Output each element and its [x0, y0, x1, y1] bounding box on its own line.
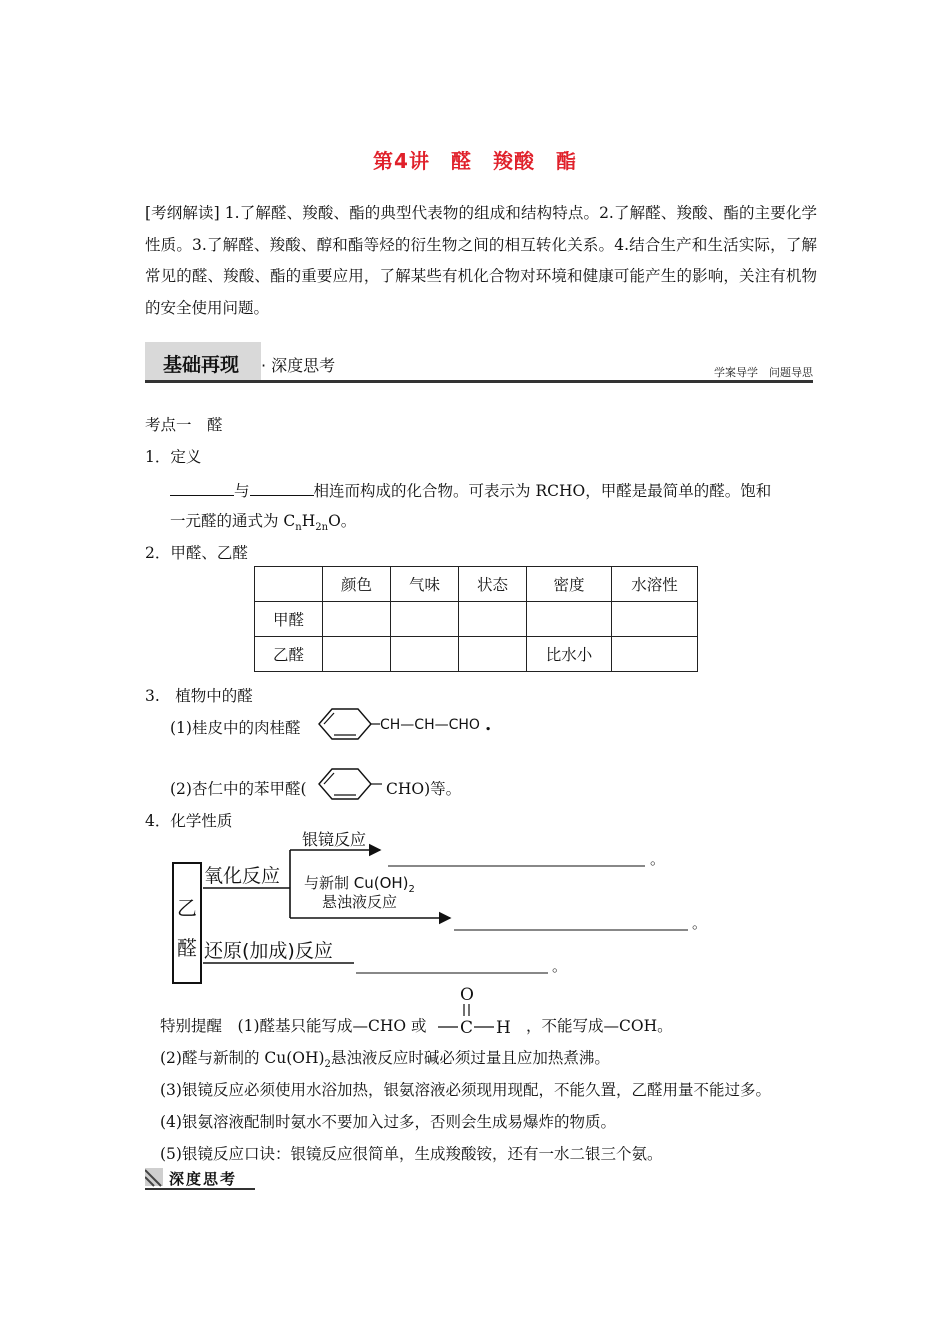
deep-think-underline — [145, 1188, 255, 1190]
banner-subtitle: · 深度思考 — [261, 356, 336, 375]
cuoh-label-text: 与新制 Cu(OH) — [304, 874, 409, 892]
period: 。 — [692, 914, 708, 932]
table-cell — [459, 637, 527, 672]
table-cell — [459, 602, 527, 637]
definition-line-2 — [170, 511, 356, 538]
table-header-row — [255, 567, 698, 602]
table-row — [255, 637, 698, 672]
table-header-cell: 密度 — [527, 567, 612, 602]
cinnamaldehyde-structure — [314, 704, 504, 744]
formula-text: O。 — [328, 512, 357, 530]
carbonyl-structure — [434, 982, 524, 1042]
fill-blank[interactable] — [250, 479, 314, 496]
table-cell — [527, 602, 612, 637]
ring-double-bond — [324, 713, 334, 724]
end-period: . — [485, 714, 492, 735]
table-heading: 2．甲醛、乙醛 — [145, 544, 248, 562]
period: 。 — [650, 850, 666, 868]
cuoh-subscript: 2 — [408, 884, 415, 895]
banner-right-label: 学案导学 问题导思 — [714, 366, 813, 379]
definition-text: 与 — [234, 482, 250, 500]
fill-blank[interactable] — [170, 479, 234, 496]
notes-label: 特别提醒 — [160, 1017, 223, 1035]
period: 。 — [552, 957, 568, 975]
note-2-text: 悬浊液反应时碱必须过量且应加热煮沸。 — [330, 1049, 610, 1067]
table-cell — [323, 602, 391, 637]
corner-stripe-icon — [145, 1168, 165, 1188]
note-1-end: ，不能写成—COH。 — [526, 1017, 673, 1035]
note-1 — [160, 1016, 427, 1036]
definition-line-1 — [170, 479, 771, 501]
note-5: (5)银镜反应口诀：银镜反应很简单，生成羧酸铵，还有一水二银三个氨。 — [160, 1145, 663, 1163]
note-2-text: (2)醛与新制的 Cu(OH) — [160, 1049, 325, 1067]
table-header-cell: 颜色 — [323, 567, 391, 602]
oxidation-label: 氧化反应 — [204, 865, 281, 887]
note-2 — [160, 1048, 610, 1075]
table-header-cell: 水溶性 — [612, 567, 698, 602]
deep-think-header — [145, 1166, 255, 1190]
banner-title: 基础再现 — [163, 354, 240, 376]
formula-text: 一元醛的通式为 C — [170, 512, 296, 530]
table-cell — [391, 637, 459, 672]
benzaldehyde-group: CHO — [386, 780, 425, 798]
reduction-label: 还原(加成)反应 — [204, 940, 333, 962]
table-header-cell — [255, 567, 323, 602]
note-4: (4)银氨溶液配制时氨水不要加入过多，否则会生成易爆炸的物质。 — [160, 1113, 616, 1131]
cuoh-label — [304, 874, 415, 895]
intro-text: 1.了解醛、羧酸、酯的典型代表物的组成和结构特点。2.了解醛、羧酸、酯的主要化学性质。3.了解醛、羧酸、醇和酯等烃的衍生物之间的相互转化关系。4.结合生产和生活实际，了解常见的醛、羧酸、酯的重要应用，了解某些有机化合物对环境和健康可能产生的影响，关注有机物的安全使用问题。 — [145, 204, 817, 317]
ring-double-bond — [324, 773, 334, 784]
table-cell — [391, 602, 459, 637]
note-3: (3)银镜反应必须使用水浴加热，银氨溶液必须现用现配，不能久置，乙醛用量不能过多。 — [160, 1081, 771, 1099]
intro-paragraph — [145, 198, 817, 324]
plant-heading: 3. 植物中的醛 — [145, 687, 253, 705]
carbonyl-o: O — [460, 985, 474, 1005]
plant-item-2-suffix: )等。 — [424, 780, 462, 798]
subject-box — [173, 863, 201, 983]
plant-item-2: (2)杏仁中的苯甲醛( — [170, 780, 307, 798]
note-1-text: (1)醛基只能写成—CHO 或 — [237, 1017, 427, 1035]
table-cell — [612, 602, 698, 637]
carbonyl-c: C — [460, 1018, 474, 1038]
table-row — [255, 602, 698, 637]
definition-text: 相连而构成的化合物。可表示为 RCHO，甲醛是最简单的醛。饱和 — [313, 482, 772, 500]
deep-think-title: 深度思考 — [169, 1170, 238, 1188]
intro-tag: [考纲解读] — [145, 204, 220, 222]
banner-underline — [145, 380, 813, 383]
formula-sub: 2n — [315, 522, 329, 534]
properties-table — [254, 566, 698, 672]
table-cell: 乙醛 — [255, 637, 323, 672]
section-banner — [145, 342, 813, 384]
table-cell: 比水小 — [527, 637, 612, 672]
plant-item-1: (1)桂皮中的肉桂醛 — [170, 719, 301, 737]
table-header-cell: 气味 — [391, 567, 459, 602]
carbonyl-h: H — [496, 1018, 511, 1038]
subject-char-1: 乙 — [177, 896, 197, 920]
note-2-subscript: 2 — [324, 1059, 331, 1071]
table-cell — [612, 637, 698, 672]
table-header-cell: 状态 — [459, 567, 527, 602]
subject-char-2: 醛 — [177, 936, 197, 960]
table-cell — [323, 637, 391, 672]
silver-mirror-label: 银镜反应 — [302, 830, 367, 849]
reaction-diagram — [170, 820, 730, 995]
benzaldehyde-structure — [314, 764, 384, 804]
cinnamaldehyde-chain: CH—CH—CHO — [380, 717, 480, 733]
page-title: 第4讲 醛 羧酸 酯 — [373, 149, 577, 173]
formula-text: H — [301, 512, 316, 530]
table-cell: 甲醛 — [255, 602, 323, 637]
plant-item-2-end — [386, 779, 461, 799]
cuoh-label-line2: 悬浊液反应 — [322, 893, 398, 911]
formula-sub: n — [295, 522, 302, 534]
chem-heading: 4．化学性质 — [145, 812, 233, 830]
section-heading: 考点一 醛 — [145, 416, 223, 434]
definition-heading: 1．定义 — [145, 448, 202, 466]
